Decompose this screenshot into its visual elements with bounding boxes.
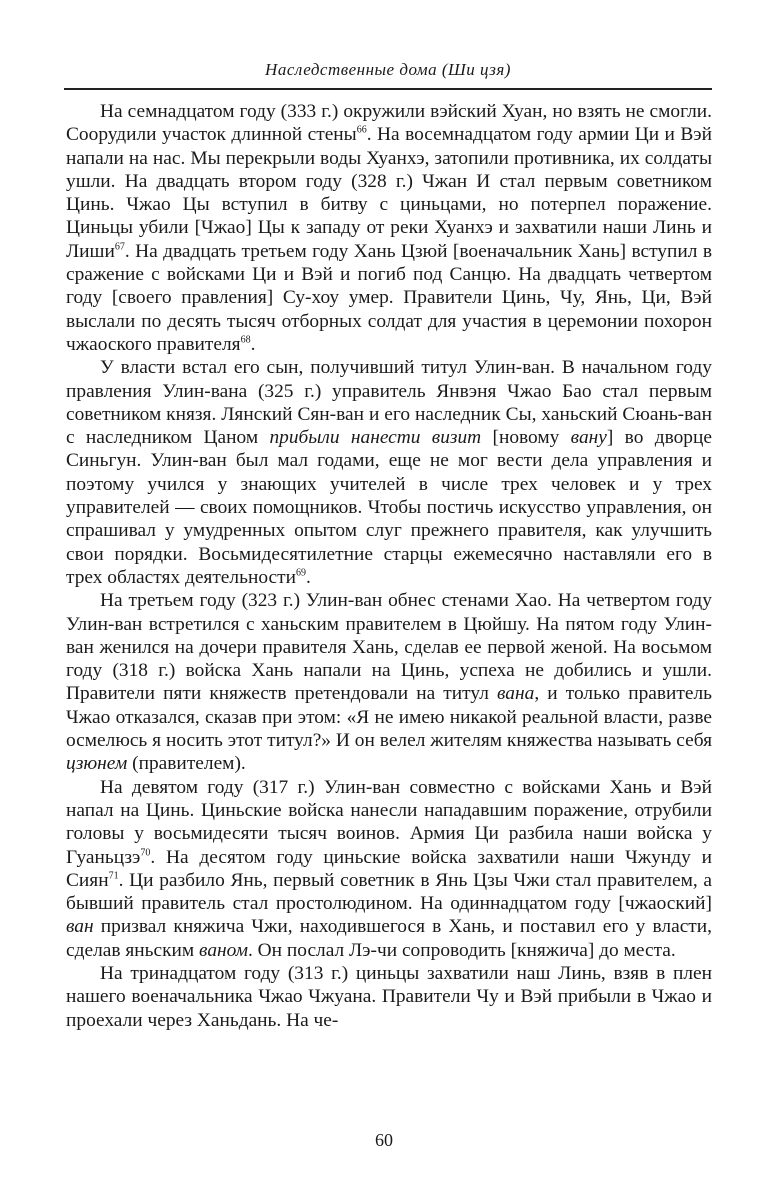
running-head: Наследственные дома (Ши цзя) <box>265 60 511 79</box>
paragraph <box>66 776 712 962</box>
text-run: . <box>305 566 311 588</box>
text-run: [новому <box>481 427 571 449</box>
body-text <box>66 100 712 1032</box>
text-run: . Ци разбило Янь, первый советник в Янь Цзы Чжи стал правителем, а бывший правитель стал простолюдином. На одиннадцатом году [чжаоский] <box>66 869 712 915</box>
text-run: На тринадцатом году (313 г.) циньцы захватили наш Линь, взяв в плен нашего военачальника Чжао Чжуана. Правители Чу и Вэй прибыли в Чжао и проехали через Ханьдань. На че- <box>66 962 712 1031</box>
text-run: На семнадцатом году (333 г.) окружили вэйский Хуан, но взять не смогли. Соорудили участок длинной стены <box>66 101 712 146</box>
header-rule <box>64 88 712 90</box>
footnote-ref: 69 <box>295 567 306 579</box>
paragraph <box>66 356 712 589</box>
italic-text: ваном <box>199 939 248 961</box>
text-run: . На десятом году циньские войска захватили наши Чжунду и Сиян <box>66 846 712 891</box>
italic-text: прибыли нанести визит <box>269 427 482 449</box>
footnote-ref: 70 <box>140 847 151 859</box>
italic-text: цзюнем <box>66 753 128 775</box>
text-run: На третьем году (323 г.) Улин-ван обнес стенами Хао. На четвертом году Улин-ван встретился с ханьским правителем в Цюйшу. На пятом году Улин-ван женился на дочери правителя Хань, сделав ее первой женой. На восьмом году (318 г.) войска Хань напали на Цинь, успеха не добились и ушли. Правители пяти княжеств претендовали на титул <box>66 590 712 705</box>
text-run: На девятом году (317 г.) Улин-ван совместно с войсками Хань и Вэй напал на Цинь. Циньские войска нанесли нападавшим поражение, отрубили головы у восьмидесяти тысяч воинов. Армия Ци разбила наши войска у Гуаньцзэ <box>66 776 712 868</box>
text-run: ] во дворце Синьгун. Улин-ван был мал годами, еще не мог вести дела управления и поэтому учился у знающих учителей в числе трех человек и у трех управителей — своих помощников. Чтобы постичь искусство управления, он спрашивал у умудренных опытом слуг прежнего правителя, как улучшить свои порядки. Восьмидесятилетние старцы ежемесячно наставляли его в трех областях деятельности <box>66 427 712 588</box>
text-run: (правителем). <box>127 753 246 775</box>
paragraph <box>66 962 712 1032</box>
text-run: . На двадцать третьем году Хань Цзюй [военачальник Хань] вступил в сражение с войсками Ци и Вэй и погиб под Санцю. На двадцать четвертом году [своего правления] Су-хоу умер. Правители Цинь, Чу, Янь, Ци, Вэй выслали по десять тысяч отборных солдат для участия в церемонии похорон чжаоского правителя <box>66 240 712 355</box>
footnote-ref: 68 <box>240 334 251 346</box>
footnote-ref: 71 <box>108 870 119 882</box>
text-run: призвал княжича Чжи, находившегося в Хань, и поставил его у власти, сделав яньским <box>66 916 712 961</box>
paragraph <box>66 589 712 775</box>
paragraph <box>66 100 712 356</box>
italic-text: вану <box>570 427 607 449</box>
text-run: У власти встал его сын, получивший титул Улин-ван. В начальном году правления Улин-вана (325 г.) управитель Янвэня Чжао Бао стал первым советником князя. Лянский Сян-ван и его наследник Сы, ханьский Сюань-ван с наследником Цаном <box>66 357 712 449</box>
text-run: . <box>250 333 256 355</box>
italic-text: ван <box>66 916 94 938</box>
text-run: , и только правитель Чжао отказался, сказав при этом: «Я не имею никакой реальной власти, разве осмелюсь я носить этот титул?» И он велел жителям княжества называть себя <box>66 683 713 752</box>
page-number: 60 <box>375 1130 393 1150</box>
italic-text: вана <box>497 683 535 705</box>
footnote-ref: 67 <box>114 241 125 253</box>
footnote-ref: 66 <box>356 124 367 136</box>
text-run: . Он послал Лэ-чи сопроводить [княжича] до места. <box>247 939 676 961</box>
text-run: . На восемнадцатом году армии Ци и Вэй напали на нас. Мы перекрыли воды Хуанхэ, затопили противника, их солдаты ушли. На двадцать втором году (328 г.) Чжан И стал первым советником Цинь. Чжао Цы вступил в битву с циньцами, но потерпел поражение. Циньцы убили [Чжао] Цы к западу от реки Хуанхэ и захватили наши Линь и Лиши <box>66 124 712 262</box>
